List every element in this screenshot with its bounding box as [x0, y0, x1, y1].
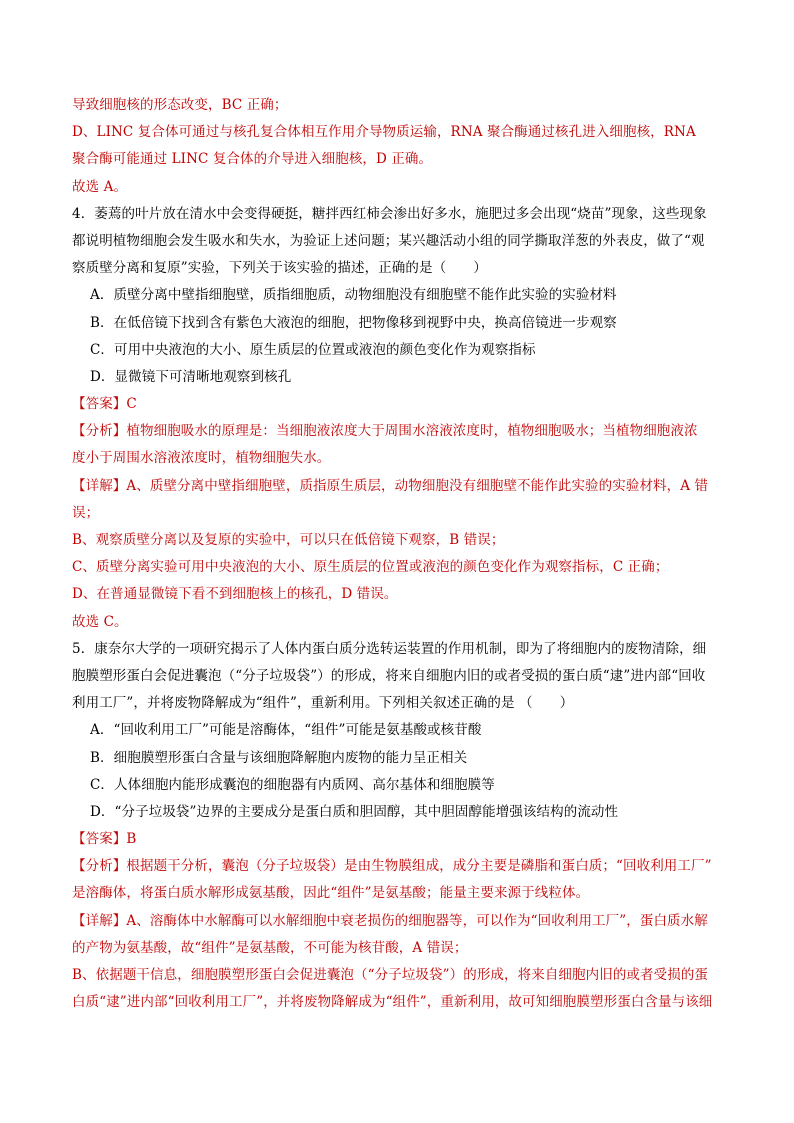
- line-text: A．质壁分离中壁指细胞壁，质指细胞质，动物细胞没有细胞壁不能作此实验的实验材料: [90, 287, 617, 304]
- section-label: 【答案】: [72, 831, 127, 848]
- option-line: [72, 799, 722, 826]
- text-line: [72, 146, 722, 173]
- line-text: 根据题干分析，囊泡（分子垃圾袋）是由生物膜组成，成分主要是磷脂和蛋白质；“回收利用工厂”: [126, 858, 712, 875]
- line-text: C．人体细胞内能形成囊泡的细胞器有内质网、高尔基体和细胞膜等: [90, 776, 495, 793]
- text-line: [72, 119, 722, 146]
- line-text: A、质壁分离中壁指细胞壁，质指原生质层，动物细胞没有细胞壁不能作此实验的实验材料，A 错: [126, 477, 709, 494]
- text-line: [72, 255, 722, 282]
- section-label: 【详解】: [72, 912, 127, 929]
- answer-section-line: [72, 473, 722, 500]
- section-label: 【详解】: [72, 477, 127, 494]
- line-text: D、LINC 复合体可通过与核孔复合体相互作用介导物质运输，RNA 聚合酶通过核孔进入细胞核，RNA: [72, 124, 696, 141]
- answer-section-line: [72, 391, 722, 418]
- line-text: 胞膜塑形蛋白会促进囊泡（“分子垃圾袋”）的形成，将来自细胞内旧的或者受损的蛋白质“逮”进内部“回收: [72, 667, 706, 684]
- text-line: [72, 554, 722, 581]
- text-line: [72, 609, 722, 636]
- answer-section-line: [72, 908, 722, 935]
- line-text: 故选 A。: [72, 178, 128, 195]
- answer-section-line: [72, 418, 722, 445]
- line-text: B．细胞膜塑形蛋白含量与该细胞降解胞内废物的能力呈正相关: [90, 749, 468, 766]
- line-text: 利用工厂”，并将废物降解成为“组件”，重新利用。下列相关叙述正确的是 （ ）: [72, 695, 574, 712]
- line-text: 是溶酶体，将蛋白质水解形成氨基酸，因此“组件”是氨基酸；能量主要来源于线粒体。: [72, 885, 590, 902]
- line-text: 故选 C。: [72, 613, 128, 630]
- text-line: [72, 445, 722, 472]
- line-text: A、溶酶体中水解酶可以水解细胞中衰老损伤的细胞器等，可以作为“回收利用工厂”，蛋白质水解: [126, 912, 708, 929]
- line-text: 聚合酶可能通过 LINC 复合体的介导进入细胞核，D 正确。: [72, 151, 433, 168]
- text-line: [72, 690, 722, 717]
- line-text: A．“回收利用工厂”可能是溶酶体，“组件”可能是氨基酸或核苷酸: [90, 722, 482, 739]
- line-text: B、观察质壁分离以及复原的实验中，可以只在低倍镜下观察，B 错误；: [72, 532, 505, 548]
- option-line: [72, 717, 722, 744]
- line-text: D．显微镜下可清晰地观察到核孔: [90, 368, 292, 385]
- text-line: [72, 527, 722, 554]
- text-line: [72, 92, 722, 119]
- line-text: C、质壁分离实验可用中央液泡的大小、原生质层的位置或液泡的颜色变化作为观察指标，C 正确；: [72, 559, 669, 576]
- line-text: C: [126, 396, 137, 413]
- line-text: D．“分子垃圾袋”边界的主要成分是蛋白质和胆固醇，其中胆固醇能增强该结构的流动性: [90, 803, 619, 820]
- text-line: [72, 228, 722, 255]
- line-text: 察质壁分离和复原”实验，下列关于该实验的描述，正确的是（ ）: [72, 260, 488, 277]
- option-line: [72, 772, 722, 799]
- line-text: 度小于周围水溶液浓度时，植物细胞失水。: [72, 450, 331, 467]
- text-line: [72, 174, 722, 201]
- section-label: 【分析】: [72, 858, 127, 875]
- section-label: 【答案】: [72, 396, 127, 413]
- option-line: [72, 310, 722, 337]
- text-line: [72, 201, 722, 228]
- line-text: 都说明植物细胞会发生吸水和失水，为验证上述问题；某兴趣活动小组的同学撕取洋葱的外表皮，做了“观: [72, 232, 705, 249]
- answer-section-line: [72, 853, 722, 880]
- line-text: B: [126, 831, 137, 848]
- text-line: [72, 500, 722, 527]
- option-line: [72, 337, 722, 364]
- option-line: [72, 364, 722, 391]
- text-line: [72, 636, 722, 663]
- text-line: [72, 989, 722, 1016]
- option-line: [72, 745, 722, 772]
- text-line: [72, 581, 722, 608]
- line-text: 导致细胞核的形态改变，BC 正确；: [72, 97, 288, 113]
- line-text: B．在低倍镜下找到含有紫色大液泡的细胞，把物像移到视野中央，换高倍镜进一步观察: [90, 314, 617, 331]
- section-label: 【分析】: [72, 423, 127, 440]
- text-line: [72, 663, 722, 690]
- text-line: [72, 935, 722, 962]
- line-text: D、在普通显微镜下看不到细胞核上的核孔，D 错误。: [72, 586, 398, 603]
- line-text: B、依据题干信息，细胞膜塑形蛋白会促进囊泡（“分子垃圾袋”）的形成，将来自细胞内旧的或者受损的蛋: [72, 967, 709, 983]
- document-body: [72, 92, 722, 1016]
- line-text: 植物细胞吸水的原理是：当细胞液浓度大于周围水溶液浓度时，植物细胞吸水；当植物细胞液浓: [126, 423, 698, 440]
- option-line: [72, 282, 722, 309]
- text-line: [72, 962, 722, 989]
- line-text: C．可用中央液泡的大小、原生质层的位置或液泡的颜色变化作为观察指标: [90, 341, 536, 358]
- text-line: [72, 880, 722, 907]
- line-text: 4．萎蔫的叶片放在清水中会变得硬挺，糖拌西红柿会渗出好多水，施肥过多会出现“烧苗”现象，这些现象: [72, 205, 707, 222]
- answer-section-line: [72, 826, 722, 853]
- line-text: 白质“逮”进内部“回收利用工厂”，并将废物降解成为“组件”，重新利用，故可知细胞膜塑形蛋白含量与该细: [72, 994, 713, 1011]
- line-text: 误；: [72, 504, 100, 521]
- line-text: 的产物为氨基酸，故“组件”是氨基酸，不可能为核苷酸，A 错误；: [72, 939, 468, 956]
- line-text: 5．康奈尔大学的一项研究揭示了人体内蛋白质分选转运装置的作用机制，即为了将细胞内的废物清除，细: [72, 640, 707, 657]
